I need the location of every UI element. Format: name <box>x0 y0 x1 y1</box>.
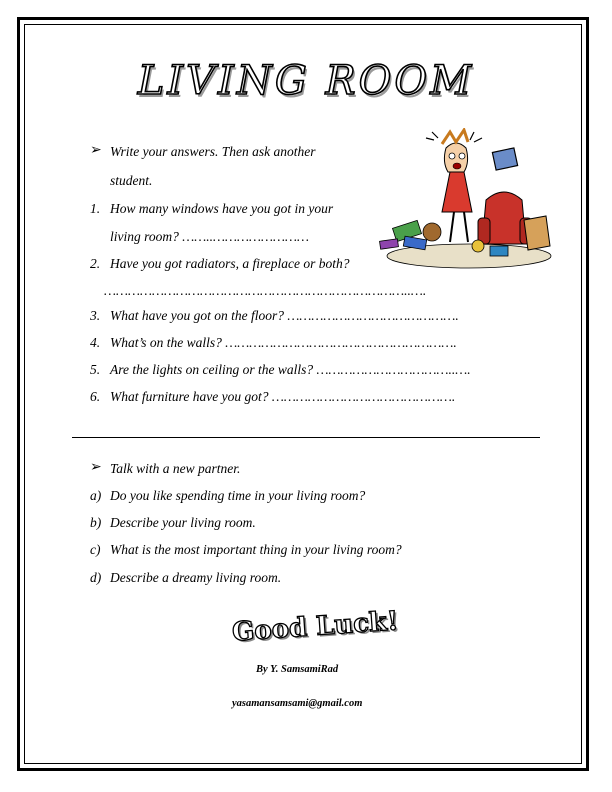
question-6[interactable]: What furniture have you got? ………………………………………. <box>110 389 456 404</box>
discussion-item-c: What is the most important thing in your living room? <box>110 542 402 557</box>
question-number: 4. <box>90 335 101 350</box>
question-1: How many windows have you got in your <box>110 201 334 216</box>
question-2-answer-line[interactable]: …………………………………………………………………..…. <box>104 283 427 298</box>
item-label: a) <box>90 488 102 503</box>
author-credit: By Y. SamsamiRad <box>256 664 339 675</box>
good-luck-wordart: Good Luck! <box>231 606 400 648</box>
question-number: 3. <box>90 308 101 323</box>
item-label: b) <box>90 515 102 530</box>
question-number: 2. <box>90 256 101 271</box>
messy-room-illustration <box>374 128 554 276</box>
question-3[interactable]: What have you got on the floor? ……………………………………. <box>110 308 459 323</box>
instruction-text-cont: student. <box>110 173 153 188</box>
discussion-item-a: Do you like spending time in your living room? <box>110 488 366 503</box>
question-4[interactable]: What’s on the walls? …………………………………………………. <box>110 335 457 350</box>
question-5[interactable]: Are the lights on ceiling or the walls? ……………………………..…. <box>110 362 471 377</box>
arrow-bullet-icon: ➢ <box>90 460 102 475</box>
discussion-item-b: Describe your living room. <box>110 515 256 530</box>
discussion-instruction: Talk with a new partner. <box>110 461 241 476</box>
item-label: d) <box>90 570 102 585</box>
question-number: 5. <box>90 362 101 377</box>
question-1-answer-line[interactable]: living room? ……..…………………… <box>110 229 310 244</box>
page-title: LIVING ROOM <box>137 58 475 104</box>
question-2: Have you got radiators, a fireplace or both? <box>110 256 350 271</box>
instruction-text: Write your answers. Then ask another <box>110 144 316 159</box>
author-email: yasamansamsami@gmail.com <box>232 698 363 709</box>
question-number: 6. <box>90 389 101 404</box>
arrow-bullet-icon: ➢ <box>90 143 102 158</box>
discussion-item-d: Describe a dreamy living room. <box>110 570 282 585</box>
section-divider <box>72 437 540 438</box>
question-number: 1. <box>90 201 101 216</box>
item-label: c) <box>90 542 101 557</box>
